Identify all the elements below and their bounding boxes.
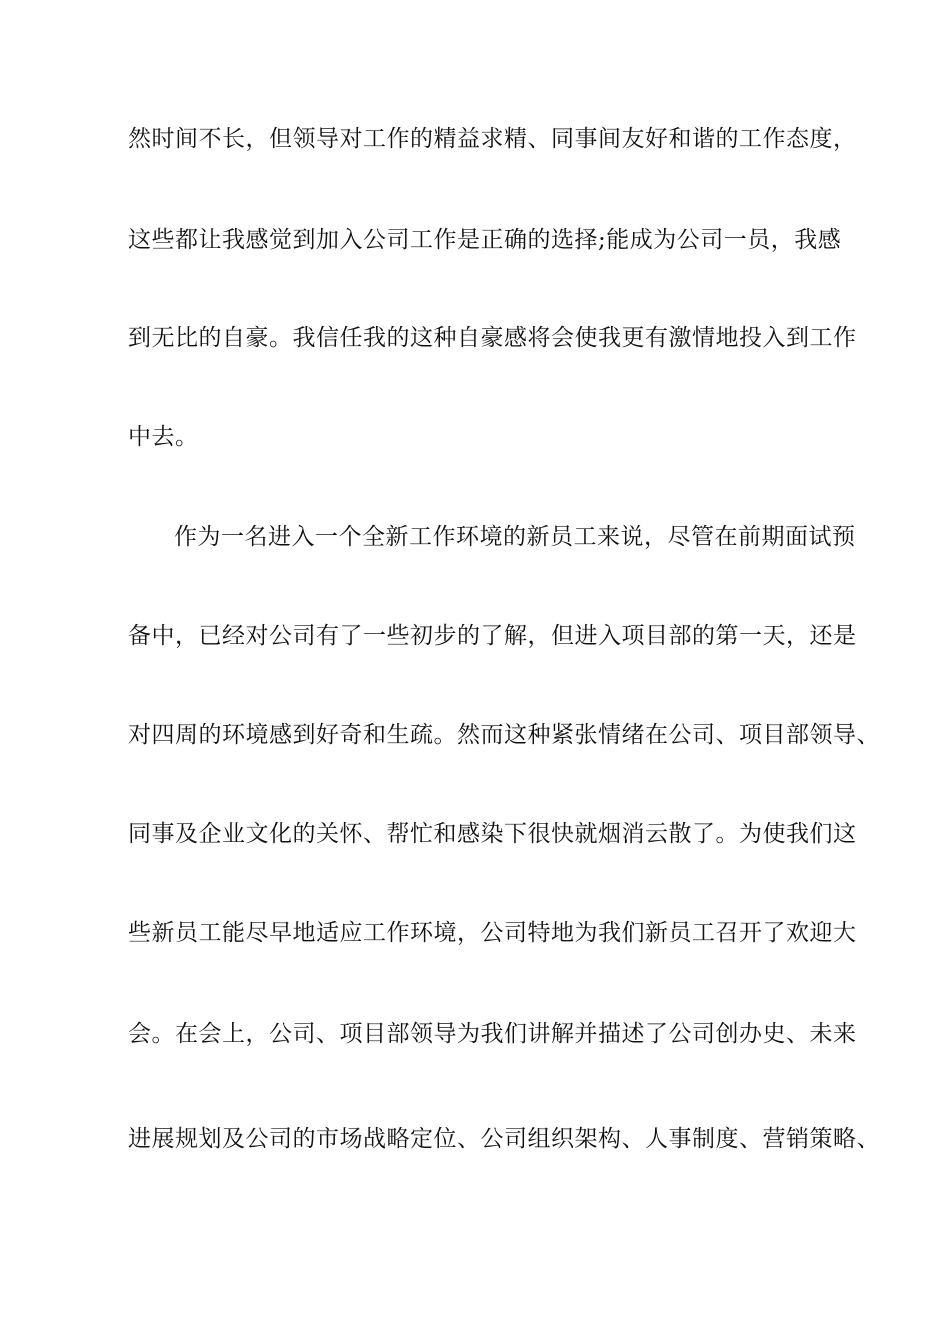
text-line: 中去。 xyxy=(128,424,199,450)
text-line: 进展规划及公司的市场战略定位、公司组织架构、人事制度、营销策略、 xyxy=(128,1126,880,1152)
text-line: 些新员工能尽早地适应工作环境，公司特地为我们新员工召开了欢迎大 xyxy=(128,920,857,946)
text-line: 作为一名进入一个全新工作环境的新员工来说，尽管在前期面试预 xyxy=(174,524,856,550)
text-line: 同事及企业文化的关怀、帮忙和感染下很快就烟消云散了。为使我们这 xyxy=(128,821,857,847)
text-line: 然时间不长，但领导对工作的精益求精、同事间友好和谐的工作态度， xyxy=(128,126,857,152)
text-line: 这些都让我感觉到加入公司工作是正确的选择;能成为公司一员，我感 xyxy=(128,227,842,253)
text-line: 备中，已经对公司有了一些初步的了解，但进入项目部的第一天，还是 xyxy=(128,623,857,649)
text-line: 到无比的自豪。我信任我的这种自豪感将会使我更有激情地投入到工作 xyxy=(128,325,857,351)
text-line: 会。在会上，公司、项目部领导为我们讲解并描述了公司创办史、未来 xyxy=(128,1021,857,1047)
text-line: 对四周的环境感到好奇和生疏。然而这种紧张情绪在公司、项目部领导、 xyxy=(128,722,880,748)
